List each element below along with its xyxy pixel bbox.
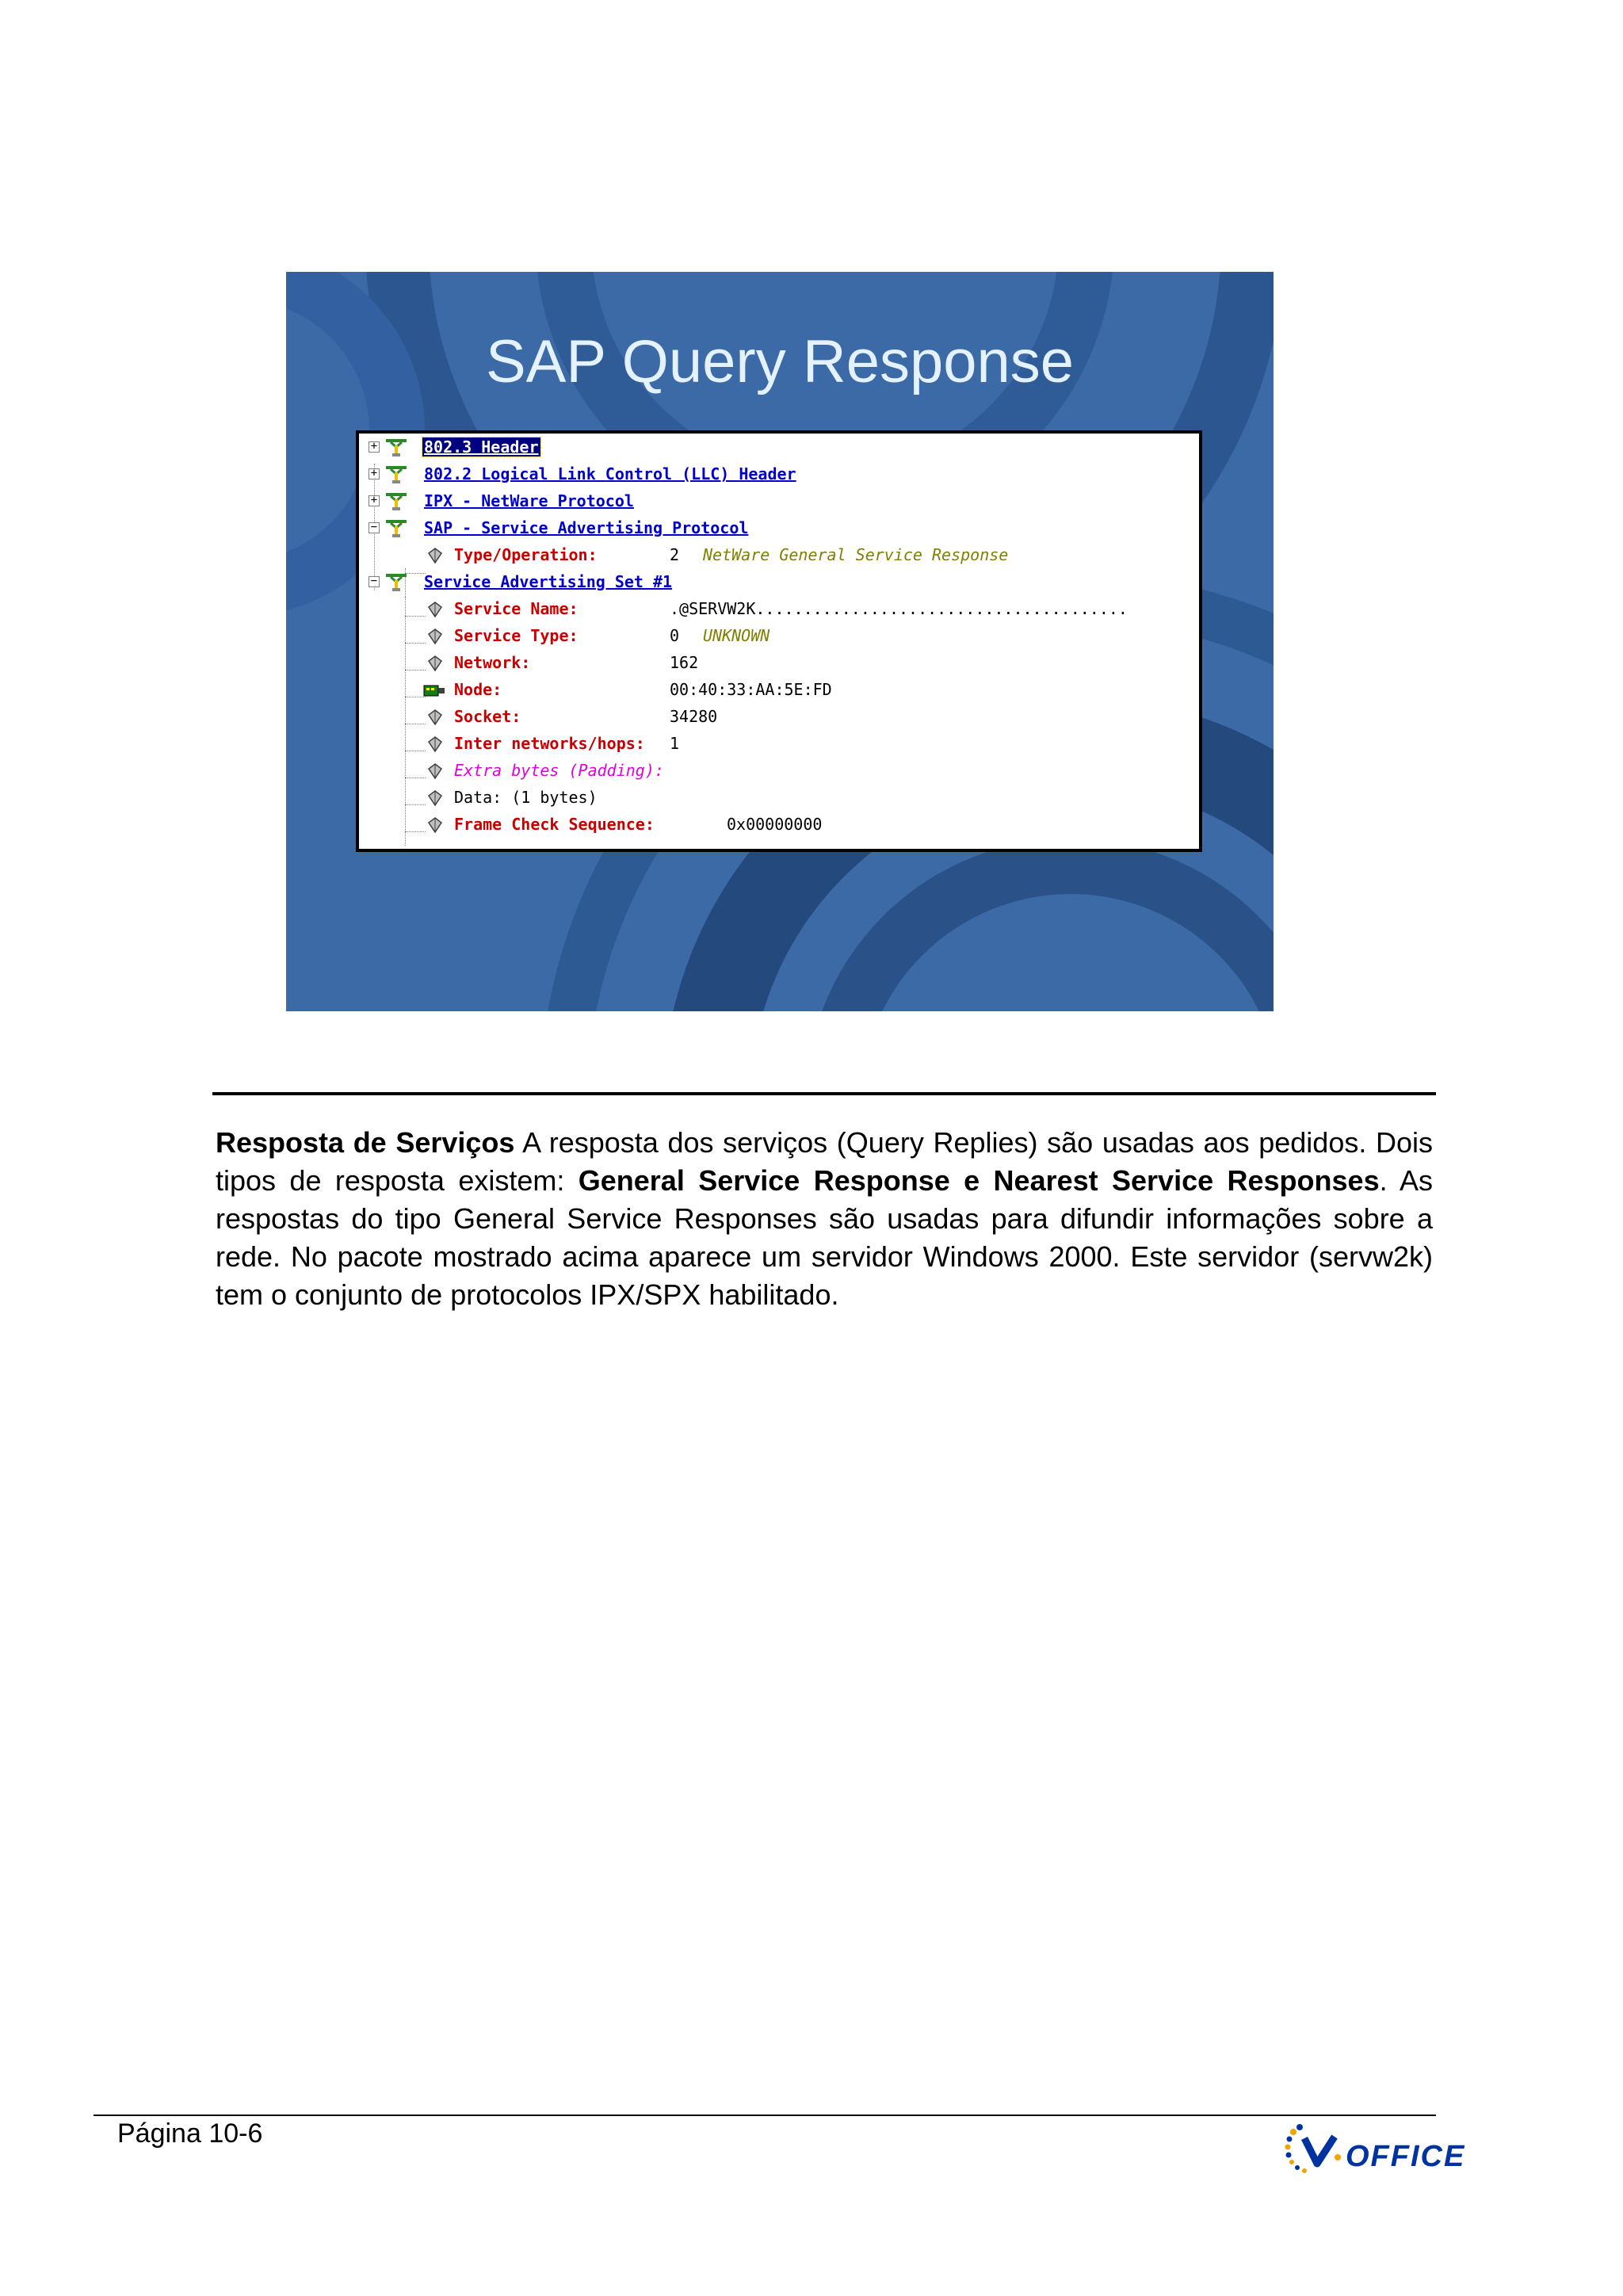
field-name: Socket: [454,707,521,726]
field-name: Service Name: [454,599,579,618]
field-name: Inter networks/hops: [454,734,645,753]
network-card-icon [422,682,446,699]
protocol-icon [384,571,408,593]
tree-field-service-type[interactable] [359,622,1199,649]
tree-node-label: 802.2 Logical Link Control (LLC) Header [424,464,796,483]
field-name: Network: [454,653,531,672]
field-value: .@SERVW2K....................................... [670,599,1128,618]
tree-field-frame-check-sequence[interactable] [359,811,1199,838]
lead-term: Resposta de Serviços [216,1126,515,1159]
section-divider [212,1092,1436,1095]
tree-field-node[interactable] [359,676,1199,703]
field-value: 0x00000000 [727,815,823,834]
field-icon [427,789,443,807]
field-value: 162 [670,653,699,672]
logo-wordmark: OFFICE [1346,2140,1466,2173]
field-name: Service Type: [454,626,579,645]
slide-image [286,272,1274,1011]
field-value: 0 [670,626,680,645]
field-note: NetWare General Service Response [703,545,1009,564]
tree-field-inter-networks-hops[interactable] [359,730,1199,757]
field-icon [427,735,443,753]
field-icon [427,655,443,672]
field-value: 34280 [670,707,718,726]
field-icon [427,816,443,834]
body-text-part: A resposta dos serviços (Query Replies) são usadas aos pedidos. Dois tipos de resposta existem: [216,1126,1433,1197]
expand-plus-icon[interactable]: + [369,468,380,479]
tree-field-network[interactable] [359,649,1199,676]
tree-field-extra-bytes[interactable] [359,757,1199,784]
tree-node-sap-protocol[interactable] [359,514,1199,541]
collapse-minus-icon[interactable]: − [369,576,380,587]
tree-node-label: SAP - Service Advertising Protocol [424,518,749,537]
slide-title: SAP Query Response [485,328,1075,395]
tree-node-label: 802.3 Header [424,437,539,457]
field-name: Node: [454,680,502,699]
field-value: 1 [670,734,680,753]
field-name: Type/Operation: [454,545,598,564]
field-icon [427,762,443,780]
tree-node-service-advertising-set[interactable] [359,568,1199,595]
field-icon [427,601,443,618]
protocol-tree-panel [356,430,1202,852]
tree-node-802-2-llc-header[interactable] [359,460,1199,487]
field-note: UNKNOWN [703,626,770,645]
field-name: Data: (1 bytes) [454,788,598,807]
expand-plus-icon[interactable]: + [369,441,380,453]
field-value: 00:40:33:AA:5E:FD [670,680,832,699]
field-icon [427,628,443,645]
protocol-icon [384,490,408,512]
tree-field-type-operation[interactable] [359,541,1199,568]
bold-term: General Service Response e Nearest Service Responses [578,1164,1380,1197]
protocol-icon [384,517,408,539]
field-name: Extra bytes (Padding): [454,761,664,780]
field-name: Frame Check Sequence: [454,815,655,834]
field-icon [427,709,443,726]
tree-field-service-name[interactable] [359,595,1199,622]
field-icon [427,547,443,564]
protocol-icon [384,463,408,485]
tree-node-ipx-protocol[interactable] [359,487,1199,514]
body-text-part: . As respostas do tipo General Service Responses são usadas para difundir informações sobre a rede. No pacote mostrado acima aparece um servidor Windows 2000. Este servidor (servw2k) tem o conjunto de protocolos IPX/SPX habilitado. [216,1164,1434,1311]
tree-field-data[interactable] [359,784,1199,811]
footer-divider [94,2115,1436,2116]
field-value: 2 [670,545,680,564]
tree-node-802-3-header[interactable] [359,434,1199,460]
tree-node-label: Service Advertising Set #1 [424,572,673,591]
page-number: Página 10-6 [117,2118,263,2149]
collapse-minus-icon[interactable]: − [369,522,380,533]
tree-field-socket[interactable] [359,703,1199,730]
expand-plus-icon[interactable]: + [369,495,380,506]
protocol-icon [384,436,408,458]
body-paragraph [216,1124,1433,1314]
tree-node-label: IPX - NetWare Protocol [424,491,634,510]
